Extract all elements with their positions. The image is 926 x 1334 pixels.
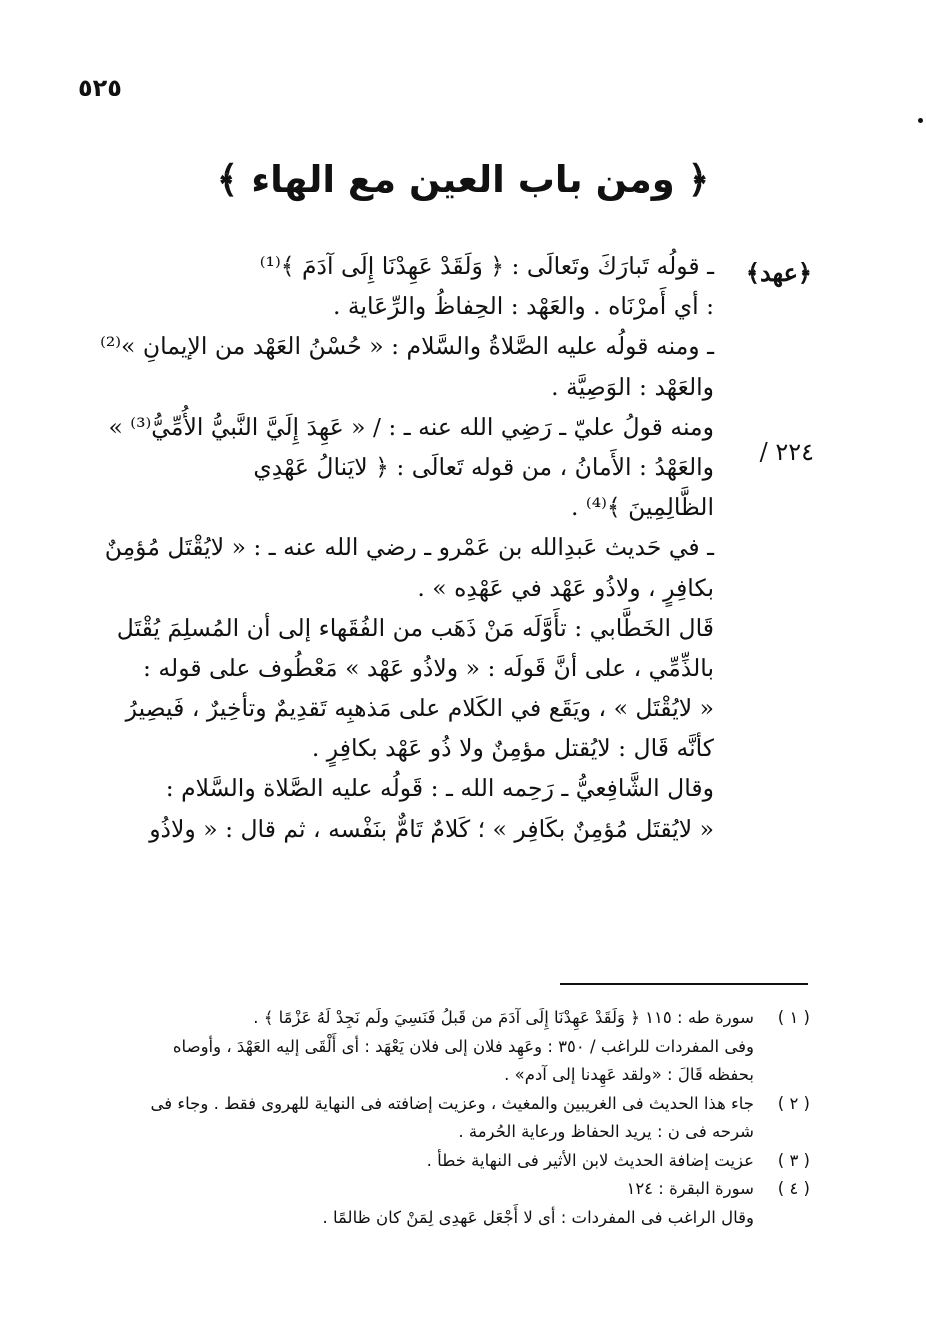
body-line: بكافِرٍ ، ولاذُو عَهْد في عَهْدِه » . bbox=[417, 573, 714, 602]
body-line: وقال الشَّافِعيُّ ـ رَحِمه الله ـ : قَولُه عليه الصَّلاة والسَّلام : bbox=[165, 774, 714, 803]
footnotes bbox=[80, 1004, 810, 1232]
body-line: ـ ومنه قولُه عليه الصَّلاةُ والسَّلام : « حُسْنُ العَهْد من الإيمانِ »⁽²⁾ bbox=[100, 332, 714, 361]
footnote-number: ( ١ ) bbox=[777, 1008, 810, 1027]
margin-headword: ﴿عهد﴾ bbox=[745, 258, 812, 287]
body-line: « لايُقتَل مُؤمِنٌ بكَافِر » ؛ كَلامٌ تَامٌّ بنَفْسه ، ثم قال : « ولاذُو bbox=[149, 814, 714, 843]
footnote-line: عزيت إضافة الحديث لابن الأثير فى النهاية خطأ . bbox=[426, 1150, 754, 1170]
footnote-3 bbox=[80, 1147, 810, 1176]
body-line: ـ قولُه تَبارَكَ وتَعالَى : ﴿ وَلَقَدْ عَهِدْنَا إِلَى آدَمَ ﴾⁽¹⁾ bbox=[259, 252, 714, 280]
footnote-4 bbox=[80, 1175, 810, 1232]
footnote-line: جاء هذا الحديث فى الغريبين والمغيث ، وعزيت إضافته فى النهاية للهروى فقط . وجاء فى bbox=[150, 1093, 754, 1113]
body-line: الظَّالِمِينَ ﴾⁽⁴⁾ . bbox=[570, 493, 714, 522]
margin-folio-number: ٢٢٤ / bbox=[759, 438, 814, 466]
footnote-number: ( ٣ ) bbox=[777, 1150, 810, 1170]
footnote-line: وفى المفردات للراغب / ٣٥٠ : وعَهِد فلان إلى فلان يَعْهَد : أى أَلْقَى إليه العَهْدَ ، وأوصاه bbox=[172, 1036, 754, 1056]
page-number: ٥٢٥ bbox=[78, 74, 122, 102]
body-text bbox=[66, 246, 714, 849]
body-line: « لايُقْتَل » ، ويَقَع في الكَلام على مَذهبِه تَقدِيمٌ وتأخِيرٌ ، فَيصِيرُ bbox=[125, 694, 714, 723]
footnote-line: بحفظه قَالَ : «ولقد عَهِدنا إلى آدم» . bbox=[504, 1065, 754, 1084]
body-line: ـ في حَديث عَبدِالله بن عَمْرو ـ رضي الله عنه ـ : « لايُقْتَل مُؤمِنٌ bbox=[104, 533, 714, 562]
footnote-line: شرحه فى ن : يريد الحفاظ ورعاية الحُرمة . bbox=[458, 1122, 754, 1141]
body-line: بالذِّمِّي ، على أنَّ قَولَه : « ولاذُو عَهْد » مَعْطُوف على قوله : bbox=[143, 653, 714, 682]
footnote-2 bbox=[80, 1090, 810, 1147]
footnote-number: ( ٤ ) bbox=[777, 1179, 810, 1198]
footnote-1 bbox=[80, 1004, 810, 1090]
footnote-separator bbox=[560, 983, 808, 985]
footnote-number: ( ٢ ) bbox=[777, 1093, 810, 1113]
footnote-line: وقال الراغب فى المفردات : أى لا أَجْعَل عَهدِى لِمَنْ كان ظالمًا . bbox=[322, 1207, 754, 1227]
footnote-line: سورة البقرة : ١٢٤ bbox=[626, 1179, 754, 1198]
body-line: : أي أَمرْنَاه . والعَهْد : الحِفاظُ والرِّعَاية . bbox=[332, 292, 714, 321]
body-line: قَال الخَطَّابي : تأَوَّلَه مَنْ ذَهَب من الفُقَهاء إلى أن المُسلِمَ يُقْتَل bbox=[116, 613, 714, 642]
margin-dot bbox=[918, 118, 923, 123]
body-line: والعَهْد : الوَصِيَّة . bbox=[551, 372, 714, 401]
body-line: ومنه قولُ عليّ ـ رَضِي الله عنه ـ : / « عَهِدَ إِلَيَّ النَّبيُّ الأُمِّيُّ⁽³⁾ » bbox=[108, 412, 714, 441]
chapter-title: ﴿ ومن باب العين مع الهاء ﴾ bbox=[216, 158, 710, 201]
body-line: والعَهْدُ : الأَمانُ ، من قوله تَعالَى : ﴿ لايَنالُ عَهْدِي bbox=[253, 452, 714, 481]
body-line: كأنَّه قَال : لايُقتل مؤمِنٌ ولا ذُو عَهْد بكافِرٍ . bbox=[311, 734, 714, 763]
footnote-line: سورة طه : ١١٥ ﴿ وَلَقَدْ عَهِدْنَا إِلَى آدَمَ من قَبلُ فَنَسِيَ ولَم نَجِدْ لَهُ عَزْمًا ﴾ . bbox=[253, 1008, 754, 1027]
